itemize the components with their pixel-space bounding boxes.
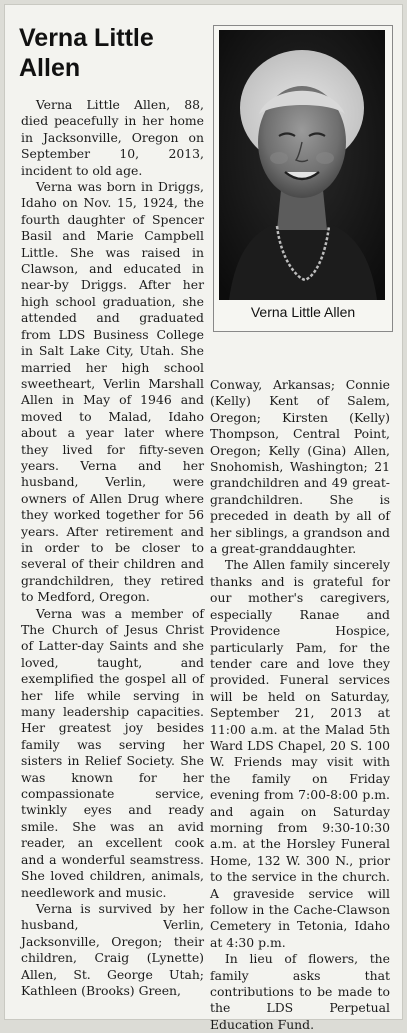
- paragraph: Verna Little Allen, 88, died peacefully in her home in Jacksonville, Oregon on September 10, 2013, incident to old age.: [21, 97, 204, 178]
- obituary-clipping: [4, 4, 403, 1032]
- portrait-image: [219, 30, 385, 300]
- paragraph: In lieu of flowers, the family asks that contributions to be made to the LDS Perpetual Education Fund.: [210, 951, 390, 1032]
- portrait-frame: [213, 25, 393, 332]
- right-column: [210, 377, 390, 1033]
- paragraph: Verna is survived by her husband, Verlin, Jacksonville, Oregon; their children, Craig (Lynette) Allen, St. George Utah; Kathleen (Brooks) Green,: [21, 900, 204, 998]
- paragraph: Verna was born in Driggs, Idaho on Nov. 15, 1924, the fourth daughter of Spencer Basil and Marie Campbell Little. She was raised in Clawson, and educated in near-by Driggs. After her high school graduation, she attended and graduated from LDS Business College in Salt Lake City, Utah. She married her high school sweetheart, Verlin Marshall Allen in May of 1946 and moved to Malad, Idaho about a year later where they lived for fifty-seven years. Verna and her husband, Verlin, were owners of Allen Drug where they worked together for 56 years. After retirement and in order to be closer to several of their children and grandchildren, they retired to Medford, Oregon.: [21, 179, 204, 605]
- paragraph: Verna was a member of The Church of Jesus Christ of Latter-day Saints and she loved, taught, and exemplified the gospel all of her life while serving in many leadership capacities. Her greatest joy besides family was serving her sisters in Relief Society. She was known for her compassionate service, twinkly eyes and ready smile. She was an avid reader, an excellent cook and a wonderful seamstress. She loved children, animals, needlework and music.: [21, 605, 204, 900]
- paragraph: The Allen family sincerely thanks and is grateful for our mother's caregivers, especially Ranae and Providence Hospice, particularly Pam, for the tender care and love they provided. Funeral services will be held on Saturday, September 21, 2013 at 11:00 a.m. at the Malad 5th Ward LDS Chapel, 20 S. 100 W. Friends may visit with the family on Friday evening from 7:00-8:00 p.m. and again on Saturday morning from 9:30-10:30 a.m. at the Horsley Funeral Home, 132 W. 300 N., prior to the service in the church. A graveside service will follow in the Cache-Clawson Cemetery in Tetonia, Idaho at 4:30 p.m.: [210, 557, 390, 950]
- photo-caption: Verna Little Allen: [250, 304, 356, 320]
- left-column: [21, 97, 204, 999]
- paragraph: Conway, Arkansas; Connie (Kelly) Kent of Salem, Oregon; Kirsten (Kelly) Thompson, Central Point, Oregon; Kelly (Gina) Allen, Snohomish, Washington; 21 grandchildren and 49 great-grandchildren. She is preceded in death by all of her siblings, a grandson and a great-granddaughter.: [210, 377, 390, 557]
- headline: Verna Little Allen: [19, 24, 154, 82]
- portrait-photo: [219, 30, 385, 300]
